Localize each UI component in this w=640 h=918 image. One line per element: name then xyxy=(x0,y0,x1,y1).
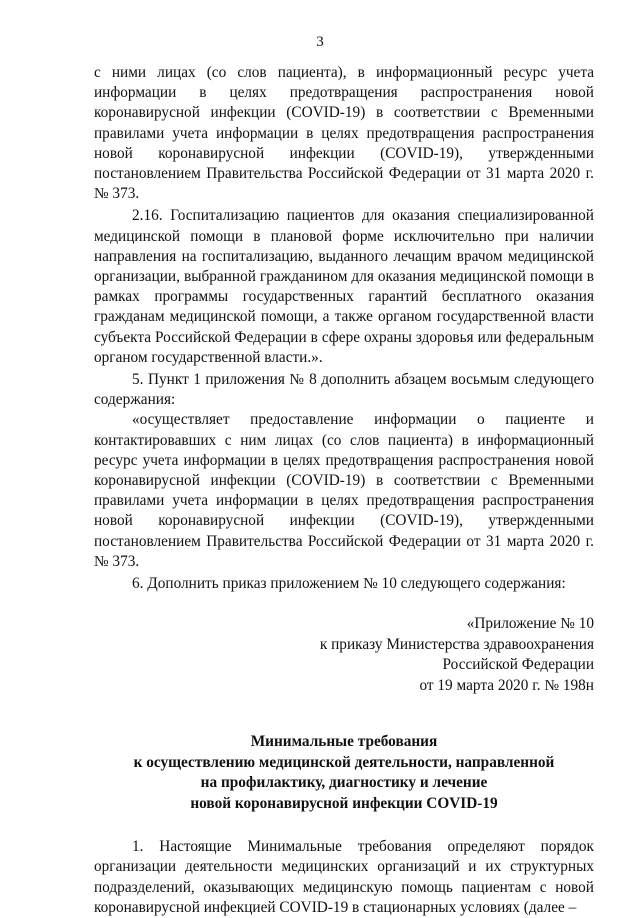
appendix-line-2: к приказу Министерства здравоохранения xyxy=(319,635,594,653)
appendix-line-1: «Приложение № 10 xyxy=(466,615,594,633)
paragraph-continuation: с ними лицах (со слов пациента), в информационный ресурс учета информации в целях предотвращения распространения новой коронавирусной инфекции (COVID-19) в соответствии с Временными правилами учета информации в целях предотвращения распространения новой коронавирусной инфекции (COVID-19), утвержденными постановлением Правительства Российской Федерации от 31 марта 2020 г. № 373. xyxy=(94,64,594,203)
heading-line-4: новой коронавирусной инфекции COVID-19 xyxy=(190,794,498,812)
heading-line-3: на профилактику, диагностику и лечение xyxy=(200,774,488,792)
paragraph-quote: «осуществляет предоставление информации о пациенте и контактировавших с ним лицах (со слов пациента) в информационный ресурс учета информации в целях предотвращения распространения новой коронавирусной инфекции (COVID-19) в соответствии с Временными правилами учета информации в целях предотвращения распространения новой коронавирусной инфекции (COVID-19), утвержденными постановлением Правительства Российской Федерации от 31 марта 2020 г. № 373. xyxy=(94,411,594,570)
paragraph-2-16: 2.16. Госпитализацию пациентов для оказания специализированной медицинской помощи в плановой форме исключительно при наличии направления на госпитализацию, выданного лечащим врачом медицинской организации, выбранной гражданином для оказания медицинской помощи в рамках программы государственных гарантий бесплатного оказания гражданам медицинской помощи, а также органом государственной власти субъекта Российской Федерации в сфере охраны здоровья или федеральным органом государственной власти.». xyxy=(94,207,594,366)
appendix-line-4: от 19 марта 2020 г. № 198н xyxy=(419,676,594,694)
paragraph-item-6: 6. Дополнить приказ приложением № 10 следующего содержания: xyxy=(132,575,566,593)
paragraph-item-5: 5. Пункт 1 приложения № 8 дополнить абзацем восьмым следующего содержания: xyxy=(94,371,594,409)
heading-line-2: к осуществлению медицинской деятельности, направленной xyxy=(133,753,555,771)
section-heading xyxy=(94,732,594,814)
appendix-line-3: Российской Федерации xyxy=(442,656,594,674)
heading-line-1: Минимальные требования xyxy=(250,733,438,751)
document-body xyxy=(94,63,594,918)
page-number: 3 xyxy=(316,34,324,50)
requirement-paragraph-1: 1. Настоящие Минимальные требования определяют порядок организации деятельности медицинских организаций и их структурных подразделений, оказывающих медицинскую помощь пациентам с новой коронавирусной инфекцией COVID-19 в стационарных условиях (далее – xyxy=(94,838,594,916)
appendix-header xyxy=(94,614,594,696)
